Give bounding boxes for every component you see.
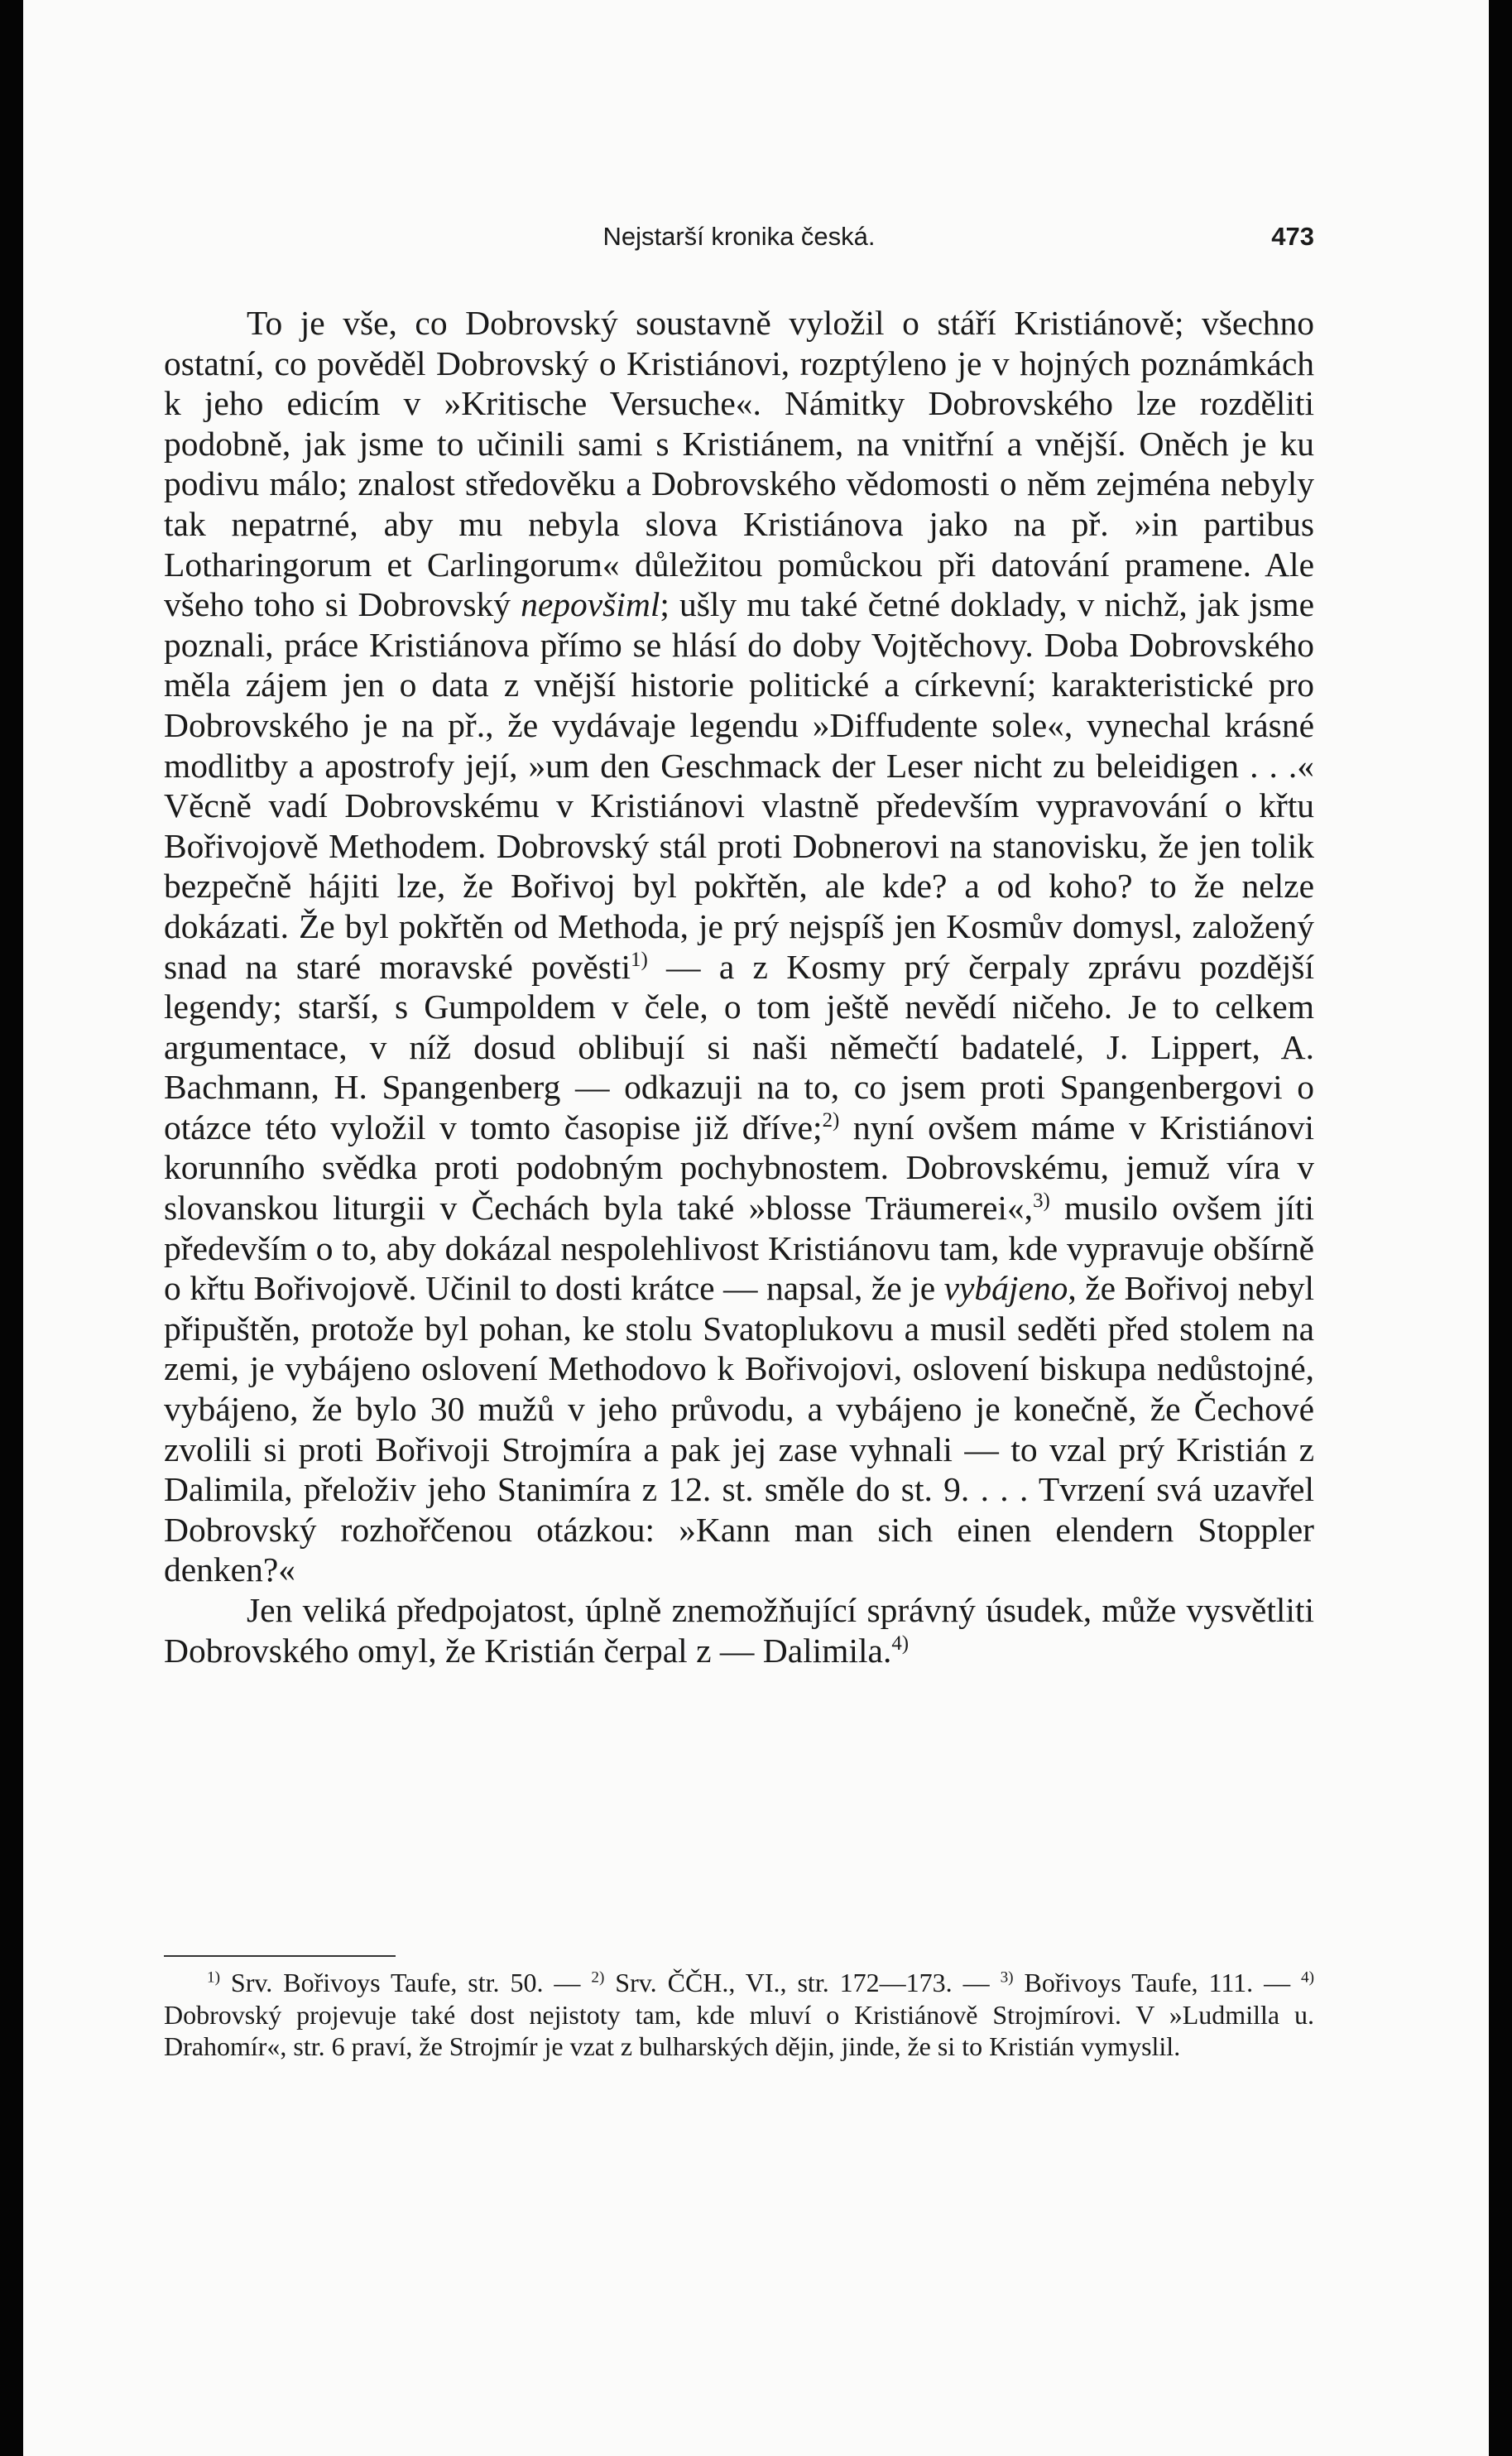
book-page bbox=[23, 0, 1489, 2456]
footnote-3: Bořivoys Taufe, 111. — bbox=[1013, 1968, 1302, 1997]
footnote-1: Srv. Bořivoys Taufe, str. 50. — bbox=[219, 1968, 592, 1997]
footnote-2: Srv. ČČH., VI., str. 172—173. — bbox=[604, 1968, 1001, 1997]
footnote-4: Dobrovský projevuje také dost nejistoty tam, kde mluví o Kristiánově Strojmírovi. V »Ludmilla u. Drahomír«, str. 6 praví, že Strojmír je vzat z bulharských dějin, jinde, že si to Kristián vymyslil. bbox=[164, 1999, 1314, 2061]
footnote-marker-2: 2) bbox=[591, 1968, 605, 1987]
footnote-block bbox=[164, 1967, 1314, 2063]
footnote-marker-3: 3) bbox=[1000, 1968, 1014, 1987]
emphasis-vybajeno: vybájeno bbox=[943, 1269, 1068, 1308]
main-text bbox=[164, 303, 1314, 1670]
paragraph-2: Jen veliká předpojatost, úplně znemožňující správný úsudek, může vysvětliti Dobrovského omyl, že Kristián čerpal z — Dalimila.$^{4)}$ bbox=[164, 1591, 1314, 1670]
footnote-marker-4: 4) bbox=[1301, 1968, 1315, 1987]
footnote-ref-2: 2) bbox=[822, 1109, 840, 1132]
footnote-ref-4: 4) bbox=[891, 1632, 910, 1655]
footnote-ref-3: 3) bbox=[1033, 1190, 1050, 1213]
footnote-divider bbox=[164, 1955, 396, 1957]
footnote-ref-1: 1) bbox=[630, 948, 648, 971]
footnotes bbox=[164, 1967, 1314, 2063]
footnote-marker-1: 1) bbox=[207, 1968, 220, 1987]
page-number: 473 bbox=[1271, 222, 1314, 251]
running-title: Nejstarší kronika česká. bbox=[602, 222, 876, 251]
page-header bbox=[164, 222, 1314, 263]
emphasis-nepovsiml: nepovšiml bbox=[521, 585, 660, 624]
paragraph-1: To je vše, co Dobrovský soustavně vyložil o stáří Kristiánově; všechno ostatní, co pověděl Dobrovský o Kristiánovi, rozptýleno je v hojných poznámkách k jeho edicím v »Kritische Versuche«. Námitky Dobrovského lze rozděliti podobně, jak jsme to učinili sami s Kristiánem, na vnitřní a vnější. Oněch je ku podivu málo; znalost středověku a Dobrovského vědomosti o něm zejména nebyly tak nepatrné, aby mu nebyla slova Kristiánova jako na př. »in partibus Lotharingorum et Carlingorum« důležitou pomůckou při datování pramene. Ale všeho toho si Dobrovský nepovšiml; ušly mu také četné doklady, v nichž, jak jsme poznali, práce Kristiánova přímo se hlásí do doby Vojtěchovy. Doba Dobrovského měla zájem jen o data z vnější historie politické a církevní; karakteristické pro Dobrovského je na př., že vydávaje legendu »Diffudente sole«, vynechal krásné modlitby a apostrofy její, »um den Geschmack der Leser nicht zu beleidigen . . .« Věcně vadí Dobrovskému v Kristiánovi vlastně především vypravování o křtu Bořivojově Methodem. Dobrovský stál proti Dobnerovi na stanovisku, že jen tolik bezpečně hájiti lze, že Bořivoj byl pokřtěn, ale kde? a od koho? to že nelze dokázati. Že byl pokřtěn od Methoda, je prý nejspíš jen Kosmův domysl, založený snad na staré moravské pověsti$^{1)}$ — a z Kosmy prý čerpaly zprávu pozdější legendy; starší, s Gumpoldem v čele, o tom ještě nevědí ničeho. Je to celkem argumentace, v níž dosud oblibují si naši němečtí badatelé, J. Lippert, A. Bachmann, H. Spangenberg — odkazuji na to, co jsem proti Spangenbergovi o otázce této vyložil v tomto časopise již dříve;$^{2)}$ nyní ovšem máme v Kristiánovi korunního svědka proti podobným pochybnostem. Dobrovskému, jemuž víra v slovanskou liturgii v Čechách byla také »blosse Träumerei«,$^{3)}$ musilo ovšem jíti především o to, aby dokázal nespolehlivost Kristiánovu tam, kde vypravuje obšírně o křtu Bořivojově. Učinil to dosti krátce — napsal, že je vybájeno, že Bořivoj nebyl připuštěn, protože byl pohan, ke stolu Svatoplukovu a musil seděti před stolem na zemi, je vybájeno oslovení Methodovo k Bořivojovi, oslovení biskupa nedůstojné, vybájeno, že bylo 30 mužů v jeho průvodu, a vybájeno je konečně, že Čechové zvolili si proti Bořivoji Strojmíra a pak jej zase vyhnali — to vzal prý Kristián z Dalimila, přeloživ jeho Stanimíra z 12. st. směle do st. 9. . . . Tvrzení svá uzavřel Dobrovský rozhořčenou otázkou: »Kann man sich einen elendern Stoppler denken?« bbox=[164, 304, 1314, 1589]
